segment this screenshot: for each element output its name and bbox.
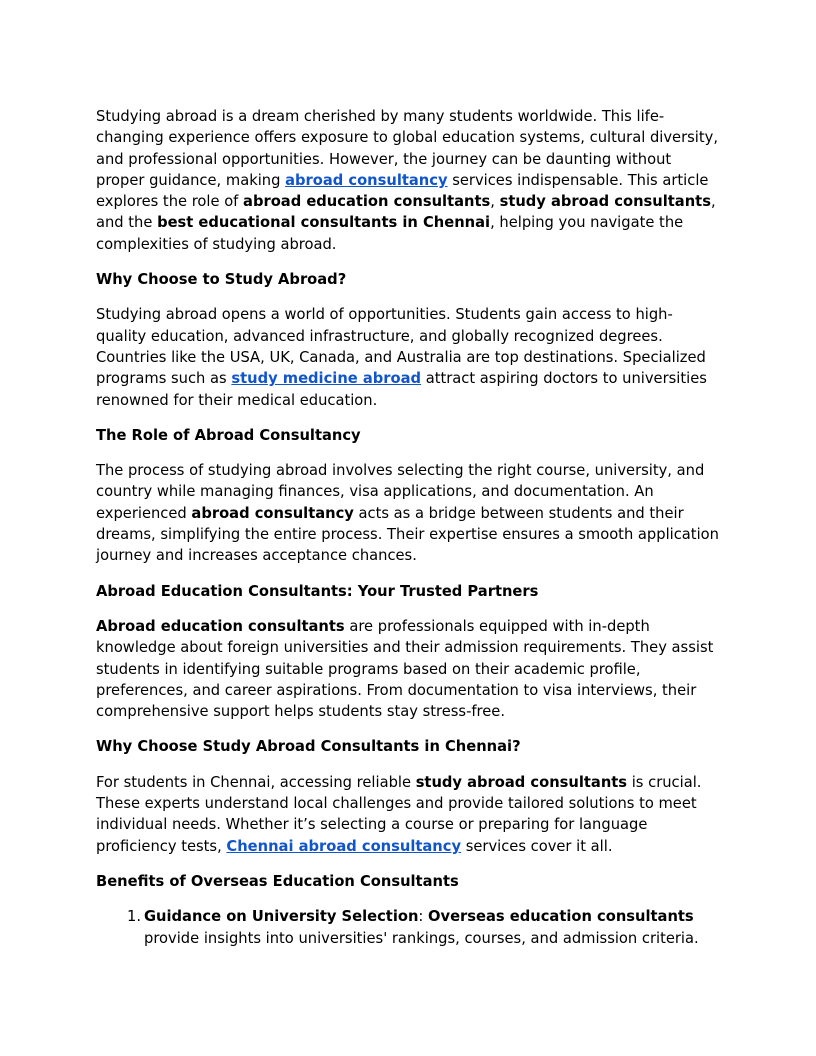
trusted-partners-paragraph	[96, 616, 720, 722]
role-of-consultancy-paragraph	[96, 460, 720, 566]
why-study-abroad-paragraph	[96, 304, 720, 410]
list-item-number: 1.	[127, 908, 142, 926]
text-run: , helping you navigate the complexities of studying abroad.	[96, 214, 684, 253]
text-run: For students in Chennai, accessing reliable	[96, 773, 416, 791]
bold-text-run: study abroad consultants	[499, 193, 711, 211]
study-medicine-abroad-link[interactable]: study medicine abroad	[231, 370, 422, 388]
heading-benefits: Benefits of Overseas Education Consultants	[96, 872, 459, 890]
consultants-chennai-paragraph	[96, 772, 720, 857]
bold-text-run: Abroad education consultants	[96, 617, 345, 635]
bold-text-run: abroad education consultants	[243, 193, 491, 211]
bold-text-run: Overseas education consultants	[428, 908, 694, 926]
heading-consultants-chennai: Why Choose Study Abroad Consultants in Chennai?	[96, 738, 521, 756]
heading-role-of-consultancy: The Role of Abroad Consultancy	[96, 426, 361, 444]
abroad-consultancy-link[interactable]: abroad consultancy	[285, 171, 448, 189]
text-run: attract aspiring doctors to universities renowned for their medical education.	[96, 370, 707, 409]
chennai-abroad-consultancy-link[interactable]: Chennai abroad consultancy	[226, 837, 462, 855]
text-run: acts as a bridge between students and their dreams, simplifying the entire process. Their expertise ensures a smooth application journey and increases acceptance chances.	[96, 504, 719, 565]
bold-text-run: abroad consultancy	[191, 504, 354, 522]
text-run: , and the	[96, 193, 716, 232]
heading-why-study-abroad: Why Choose to Study Abroad?	[96, 271, 347, 289]
list-item-text	[144, 906, 720, 949]
text-run: provide insights into universities' rankings, courses, and admission criteria.	[144, 929, 699, 947]
text-run: Studying abroad opens a world of opportunities. Students gain access to high-quality education, advanced infrastructure, and globally recognized degrees. Countries like the USA, UK, Canada, and Australia are top destinations. Specialized programs such as	[96, 306, 706, 388]
text-run: is crucial. These experts understand local challenges and provide tailored solutions to meet individual needs. Whether it’s selecting a course or preparing for language proficiency tests,	[96, 773, 702, 855]
list-item	[96, 906, 720, 949]
text-run: are professionals equipped with in-depth knowledge about foreign universities and their admission requirements. They assist students in identifying suitable programs based on their academic profile, preferences, and career aspirations. From documentation to visa interviews, their comprehensive support helps students stay stress-free.	[96, 617, 714, 721]
text-run: The process of studying abroad involves selecting the right course, university, and country while managing finances, visa applications, and documentation. An experienced	[96, 462, 705, 522]
text-run: :	[418, 908, 429, 926]
benefits-list	[96, 906, 720, 949]
intro-paragraph	[96, 106, 720, 255]
bold-text-run: best educational consultants in Chennai	[157, 214, 491, 232]
text-run: services cover it all.	[461, 837, 613, 855]
text-run: Studying abroad is a dream cherished by many students worldwide. This life-changing experience offers exposure to global education systems, cultural diversity, and professional opportunities. However, the journey can be daunting without proper guidance, making	[96, 108, 718, 189]
text-run: services indispensable. This article explores the role of	[96, 171, 709, 211]
text-run: ,	[490, 193, 500, 211]
bold-text-run: study abroad consultants	[415, 773, 628, 791]
bold-text-run: Guidance on University Selection	[144, 908, 419, 926]
heading-trusted-partners: Abroad Education Consultants: Your Trusted Partners	[96, 582, 539, 600]
